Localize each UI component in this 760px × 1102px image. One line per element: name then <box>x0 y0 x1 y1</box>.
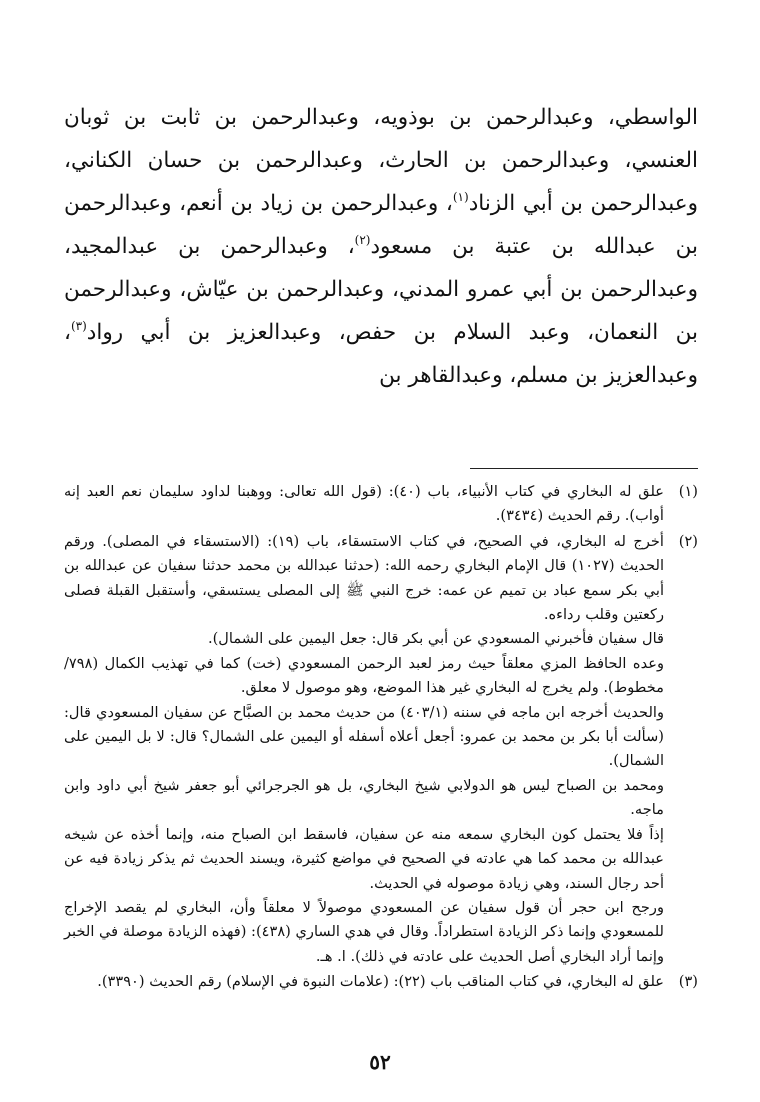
main-text-segment: ، وعبدالعزيز بن مسلم، وعبدالقاهر بن <box>64 320 698 388</box>
footnote-paragraph: علق له البخاري، في كتاب المناقب باب (٢٢): (علامات النبوة في الإسلام) رقم الحديث (٣٣٩٠). <box>97 973 664 991</box>
page-number: ٥٢ <box>369 1050 391 1074</box>
footnote-paragraph: إذاً فلا يحتمل كون البخاري سمعه منه عن سفيان، فاسقط ابن الصباح منه، وإنما أخذه عن شيخه عبدالله بن محمد كما هي عادته في الصحيح في مواضع كثيرة، ويسند الحديث ثم يذكر زيادة فيه عن أحد رجال السند، وهي زيادة موصوله في الحديث. <box>64 825 664 892</box>
footnote-number: (١) <box>678 483 698 500</box>
main-text-segment: الواسطي، وعبدالرحمن بن بوذويه، وعبدالرحمن بن ثابت بن ثوبان العنسي، وعبدالرحمن بن الحارث، وعبدالرحمن بن حسان الكناني، وعبدالرحمن بن أبي الزناد <box>64 105 698 216</box>
footnote-number: (٣) <box>678 973 698 991</box>
footnote-paragraph: أخرج له البخاري، في الصحيح، في كتاب الاستسقاء، باب (١٩): (الاستسقاء في المصلى). ورقم الحديث (١٠٢٧) قال الإمام البخاري رحمه الله: (حدثنا عبدالله بن محمد حدثنا سفيان عن عبدالله بن أبي بكر سمع عباد بن تميم عن عمه: خرج النبي ﷺ إلى المصلى يستسقي، وأستقبل القبلة فصلى ركعتين وقلب رداءه. <box>64 532 664 624</box>
footnote-paragraph: والحديث أخرجه ابن ماجه في سننه (٤٠٣/١) من حديث محمد بن الصبَّاح عن سفيان المسعودي قال: (سألت أبا بكر بن محمد بن عمرو: أجعل أعلاه أسفله أو اليمين على الشمال؟ قال: لا بل اليمين على الشمال). <box>64 703 665 770</box>
footnote-separator <box>470 468 698 469</box>
footnote-paragraph: ومحمد بن الصباح ليس هو الدولابي شيخ البخاري، بل هو الجرجرائي أبو جعفر شيخ أبي داود وابن ماجه. <box>64 776 664 819</box>
footnote-ref: (٢) <box>354 233 371 247</box>
main-paragraph <box>64 96 698 397</box>
footnote-body <box>64 530 664 969</box>
main-text <box>64 96 698 397</box>
footnotes <box>64 480 698 996</box>
footnote-ref: (١) <box>452 190 469 204</box>
footnote-body <box>64 480 664 529</box>
main-text-segment: ، وعبدالرحمن بن زياد بن أنعم، وعبدالرحمن بن عبدالله بن عتبة بن مسعود <box>64 191 698 259</box>
footnote-3 <box>64 970 698 994</box>
footnote-paragraph: علق له البخاري في كتاب الأنبياء، باب (٤٠): (قول الله تعالى: ووهبنا لداود سليمان نعم العبد إنه أواب). رقم الحديث (٣٤٣٤). <box>64 483 664 525</box>
footnote-body <box>64 970 664 994</box>
footnote-ref: (٣) <box>70 319 87 333</box>
footnote-2 <box>64 530 698 969</box>
footnote-number: (٢) <box>678 532 698 550</box>
page-content <box>64 96 698 991</box>
main-text-segment: ، وعبدالرحمن بن عبدالمجيد، وعبدالرحمن بن أبي عمرو المدني، وعبدالرحمن بن عيّاش، وعبدالرحمن بن النعمان، وعبد السلام بن حفص، وعبدالعزيز بن أبي رواد <box>64 234 698 345</box>
footnote-paragraph: وعده الحافظ المزي معلقاً حيث رمز لعبد الرحمن المسعودي (خت) كما في تهذيب الكمال (٧٩٨/ مخطوط). ولم يخرج له البخاري غير هذا الموضع، وهو موصول لا معلق. <box>64 654 664 697</box>
footnote-1 <box>64 480 698 529</box>
footnote-paragraph: قال سفيان فأخبرني المسعودي عن أبي بكر قال: جعل اليمين على الشمال). <box>207 630 664 648</box>
footnote-paragraph: ورجح ابن حجر أن قول سفيان عن المسعودي موصولاً لا معلقاً وأن، البخاري لم يقصد الإخراج للمسعودي وإنما ذكر الزيادة استطراداً. وقال في هدي الساري (٤٣٨): (فهذه الزيادة موصلة في الخبر وإنما أراد البخاري أصل الحديث على عادته في ذلك). ا. هـ. <box>64 898 664 965</box>
